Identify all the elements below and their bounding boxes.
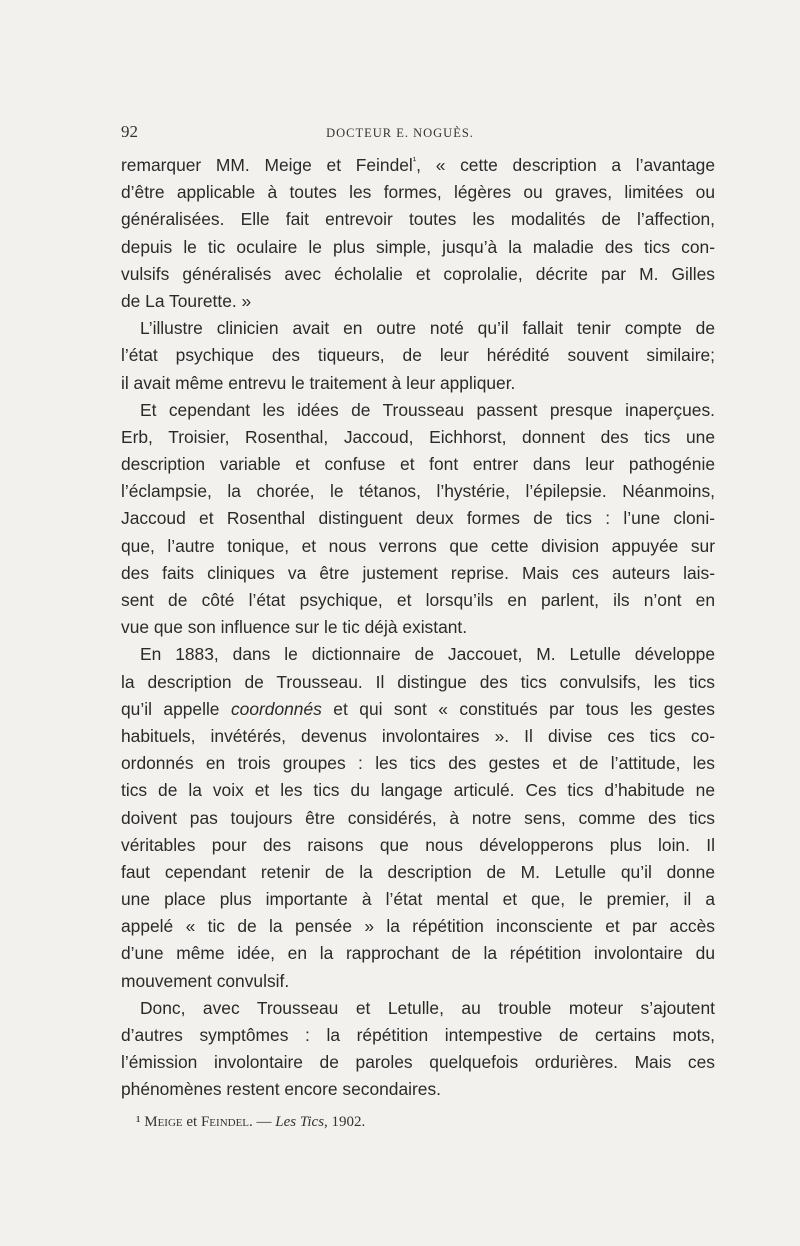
- text-line: que, l’autre tonique, et nous verrons que cette division appuyée sur: [121, 535, 715, 556]
- text-line: d’autres symptômes : la répétition intempestive de certains mots,: [121, 1025, 715, 1045]
- text-line: Et cependant les idées de Trousseau passent presque inaperçues.: [140, 399, 715, 420]
- footnote-marker: ¹: [136, 1114, 141, 1130]
- text-line: l’état psychique des tiqueurs, de leur hérédité souvent similaire;: [121, 345, 715, 366]
- text-line: remarquer MM. Meige et Feindel$^{^1}$, « cette description a l’avantage: [121, 155, 716, 175]
- text-line: En 1883, dans le dictionnaire de Jaccouet, M. Letulle développe: [140, 644, 715, 665]
- text-line: description variable et confuse et font entrer dans leur pathogénie: [121, 454, 715, 475]
- text-line: d’une même idée, en la rapprochant de la répétition involontaire du: [121, 943, 715, 964]
- text-line: des faits cliniques va être justement reprise. Mais ces auteurs lais-: [121, 562, 715, 583]
- text-line: doivent pas toujours être considérés, à notre sens, comme des tics: [121, 807, 715, 828]
- text-line: de La Tourette. »: [121, 290, 252, 311]
- running-head: DOCTEUR E. NOGUÈS.: [326, 126, 474, 140]
- text-line: phénomènes restent encore secondaires.: [121, 1079, 441, 1100]
- text-line: sent de côté l’état psychique, et lorsqu’ils en parlent, ils n’ont en: [121, 590, 715, 610]
- footnote: ¹ Meige et Feindel. — Les Tics, 1902.: [136, 1114, 366, 1130]
- text-line: la description de Trousseau. Il distingue des tics convulsifs, les tics: [121, 671, 715, 692]
- text-line: mouvement convulsif.: [121, 970, 290, 991]
- text-line: L’illustre clinicien avait en outre noté qu’il fallait tenir compte de: [140, 318, 715, 339]
- text-line: vulsifs généralisés avec écholalie et coprolalie, décrite par M. Gilles: [121, 263, 715, 284]
- text-line: vue que son influence sur le tic déjà existant.: [121, 617, 468, 638]
- footnote-ref: ¹: [412, 156, 417, 168]
- text-line: l’éclampsie, la chorée, le tétanos, l’hystérie, l’épilepsie. Néanmoins,: [121, 481, 715, 502]
- text-line: habituels, invétérés, devenus involontaires ». Il divise ces tics co-: [121, 725, 715, 746]
- text-line: faut cependant retenir de la description de M. Letulle qu’il donne: [121, 861, 715, 882]
- text-line: d’être applicable à toutes les formes, légères ou graves, limitées ou: [121, 182, 715, 203]
- italic-term: coordonnés: [230, 698, 322, 719]
- text-line: une place plus importante à l’état mental et que, le premier, il a: [121, 889, 715, 910]
- text-line: il avait même entrevu le traitement à leur appliquer.: [121, 372, 516, 393]
- text-line: tics de la voix et les tics du langage articulé. Ces tics d’habitude ne: [121, 780, 715, 801]
- text-line: l’émission involontaire de paroles quelquefois ordurières. Mais ces: [121, 1052, 715, 1073]
- text-line: généralisées. Elle fait entrevoir toutes les modalités de l’affection,: [121, 209, 715, 230]
- text-line: Erb, Troisier, Rosenthal, Jaccoud, Eichhorst, donnent des tics une: [121, 426, 715, 447]
- text-line: Donc, avec Trousseau et Letulle, au trouble moteur s’ajoutent: [140, 997, 715, 1018]
- text-line: véritables pour des raisons que nous développerons plus loin. Il: [121, 834, 715, 855]
- text-line: qu’il appelle coordonnés et qui sont « constitués par tous les gestes: [121, 698, 716, 719]
- text-line: appelé « tic de la pensée » la répétition inconsciente et par accès: [121, 916, 715, 937]
- text-line: ordonnés en trois groupes : les tics des gestes et de l’attitude, les: [121, 753, 715, 774]
- text-line: depuis le tic oculaire le plus simple, jusqu’à la maladie des tics con-: [121, 236, 715, 257]
- text-line: Jaccoud et Rosenthal distinguent deux formes de tics : l’une cloni-: [121, 508, 715, 529]
- body-text: [121, 152, 715, 1104]
- page-number: 92: [121, 122, 138, 141]
